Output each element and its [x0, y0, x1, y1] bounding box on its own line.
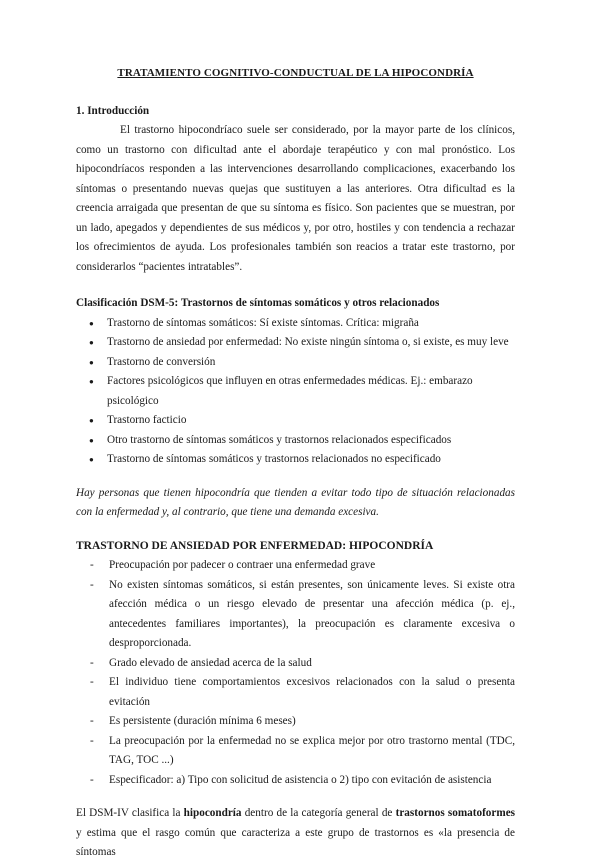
closing-paragraph	[76, 804, 515, 863]
classification-heading: Clasificación DSM-5: Trastornos de síntomas somáticos y otros relacionados	[76, 297, 440, 309]
list-item: - La preocupación por la enfermedad no se explica mejor por otro trastorno mental (TDC, TAG, TOC ...)	[76, 732, 515, 771]
classification-list	[76, 314, 515, 470]
intro-heading: 1. Introducción	[76, 104, 150, 117]
intro-paragraph: El trastorno hipocondríaco suele ser considerado, por la mayor parte de los clínicos, como un trastorno con dificultad ante el abordaje terapéutico y con mal pronóstico. Los hipocondríacos responden a las intervenciones desarrollando complicaciones, exacerbando los síntomas o presentando nuevas quejas que sustituyen a las anteriores. Otra dificultad es la creencia arraigada que presentan de que su síntoma es físico. Son pacientes que se muestran, por un lado, apegados y dependientes de sus médicos y, por otro, hostiles y con tendencia a rechazar los ofrecimientos de ayuda. Los profesionales también son reacios a tratar este trastorno, por considerarlos “pacientes intratables”.	[76, 124, 515, 273]
list-item: ● Trastorno facticio	[76, 411, 515, 431]
list-item: - El individuo tiene comportamientos excesivos relacionados con la salud o presenta evitación	[76, 673, 515, 712]
anxiety-list	[76, 556, 515, 790]
closing-term-hipocondria: hipocondría	[183, 807, 242, 819]
list-item: ● Trastorno de conversión	[76, 353, 515, 373]
list-item: - Es persistente (duración mínima 6 meses)	[76, 712, 515, 732]
closing-text: dentro de la categoría general de	[241, 807, 396, 819]
list-item: ● Otro trastorno de síntomas somáticos y trastornos relacionados especificados	[76, 431, 515, 451]
closing-term-somatoformes: trastornos somatoformes	[395, 807, 516, 819]
list-item: ● Trastorno de síntomas somáticos: Sí existe síntomas. Crítica: migraña	[76, 314, 515, 334]
list-item: - Especificador: a) Tipo con solicitud de asistencia o 2) tipo con evitación de asistencia	[76, 771, 515, 791]
closing-text: El DSM-IV clasifica la	[76, 807, 184, 819]
list-item: - No existen síntomas somáticos, si están presentes, son únicamente leves. Si existe otra afección médica o un riesgo elevado de presentar una afección médica (p. ej., antecedentes familiares importantes), la preocupación es claramente excesiva o desproporcionada.	[76, 576, 515, 654]
list-item: ● Trastorno de síntomas somáticos y trastornos relacionados no especificado	[76, 450, 515, 470]
list-item: ● Factores psicológicos que influyen en otras enfermedades médicas. Ej.: embarazo psicológico	[76, 372, 515, 411]
list-item: - Preocupación por padecer o contraer una enfermedad grave	[76, 556, 515, 576]
document-title: TRATAMIENTO COGNITIVO-CONDUCTUAL DE LA HIPOCONDRÍA	[117, 67, 474, 79]
list-item: - Grado elevado de ansiedad acerca de la salud	[76, 654, 515, 674]
anxiety-heading: TRASTORNO DE ANSIEDAD POR ENFERMEDAD: HIPOCONDRÍA	[76, 539, 434, 552]
list-item: ● Trastorno de ansiedad por enfermedad: No existe ningún síntoma o, si existe, es muy leve	[76, 333, 515, 353]
closing-text: y estima que el rasgo común que caracteriza a este grupo de trastornos es «la presencia de síntomas	[76, 826, 515, 858]
note-paragraph: Hay personas que tienen hipocondría que tienden a evitar todo tipo de situación relacionadas con la enfermedad y, al contrario, que tiene una demanda excesiva.	[76, 486, 515, 518]
